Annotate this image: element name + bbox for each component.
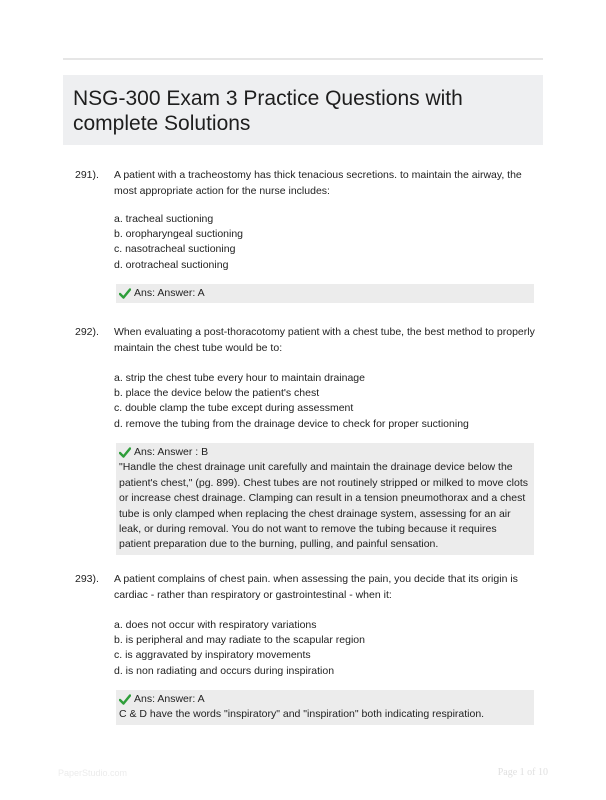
top-rule: [63, 58, 543, 60]
option-d: d. orotracheal suctioning: [114, 258, 229, 271]
option-d: d. is non radiating and occurs during inspiration: [114, 664, 335, 677]
answer-box: [116, 284, 534, 303]
question-number: 292).: [75, 326, 99, 338]
answer-explanation: C & D have the words "inspiratory" and "inspiration" both indicating respiration.: [119, 708, 485, 721]
option-c: c. is aggravated by inspiratory movements: [114, 649, 311, 662]
question-293: [70, 572, 540, 732]
option-b: b. oropharyngeal suctioning: [114, 228, 244, 241]
footer-watermark: PaperStudio.com: [58, 768, 128, 778]
check-icon: [119, 447, 131, 458]
option-a: a. does not occur with respiratory variations: [114, 619, 317, 631]
answer-box: [116, 443, 534, 555]
answer-explanation: "Handle the chest drainage unit carefully and maintain the drainage device below the patient's chest," (pg. 899). Chest tubes are not routinely stripped or milked to move clots or increase chest drainage. Clamping can result in a tension pneumothorax and a chest tube is only clamped when replacing the chest drainage system, assessing for an air leak, or during removal. You do not want to remove the tubing because it requires patient preparation due to the burning, pulling, and painful sensation.: [119, 461, 529, 551]
check-icon: [119, 288, 131, 299]
options-list: [114, 371, 538, 432]
answer-line: [119, 692, 530, 707]
question-number: 293).: [75, 573, 99, 585]
question-text: A patient complains of chest pain. when assessing the pain, you decide that its origin is cardiac - rather than respiratory or gastrointestinal - when it:: [114, 573, 518, 601]
options-list: [114, 618, 538, 679]
question-291: [70, 168, 540, 308]
question-text: When evaluating a post-thoracotomy patient with a chest tube, the best method to properly maintain the chest tube would be to:: [114, 326, 535, 354]
option-c: c. double clamp the tube except during assessment: [114, 402, 354, 415]
option-a: a. strip the chest tube every hour to maintain drainage: [114, 372, 365, 384]
answer-text: Ans: Answer: A: [134, 693, 205, 705]
title-box: [63, 75, 543, 145]
question-text: A patient with a tracheostomy has thick tenacious secretions. to maintain the airway, the most appropriate action for the nurse includes:: [114, 169, 522, 197]
question-number: 291).: [75, 169, 99, 181]
option-a: a. tracheal suctioning: [114, 213, 214, 225]
options-list: [114, 212, 538, 273]
option-c: c. nasotracheal suctioning: [114, 243, 236, 256]
answer-line: [119, 286, 530, 301]
page-number: Page 1 of 10: [497, 767, 548, 778]
option-d: d. remove the tubing from the drainage device to check for proper suctioning: [114, 417, 469, 430]
answer-box: [116, 690, 534, 725]
question-292: [70, 325, 540, 555]
answer-text: Ans: Answer : B: [134, 446, 209, 458]
check-icon: [119, 694, 131, 705]
option-b: b. place the device below the patient's chest: [114, 387, 320, 400]
answer-line: [119, 445, 530, 460]
option-b: b. is peripheral and may radiate to the scapular region: [114, 634, 365, 647]
page-title: NSG-300 Exam 3 Practice Questions with complete Solutions: [73, 87, 463, 135]
answer-text: Ans: Answer: A: [134, 287, 205, 299]
